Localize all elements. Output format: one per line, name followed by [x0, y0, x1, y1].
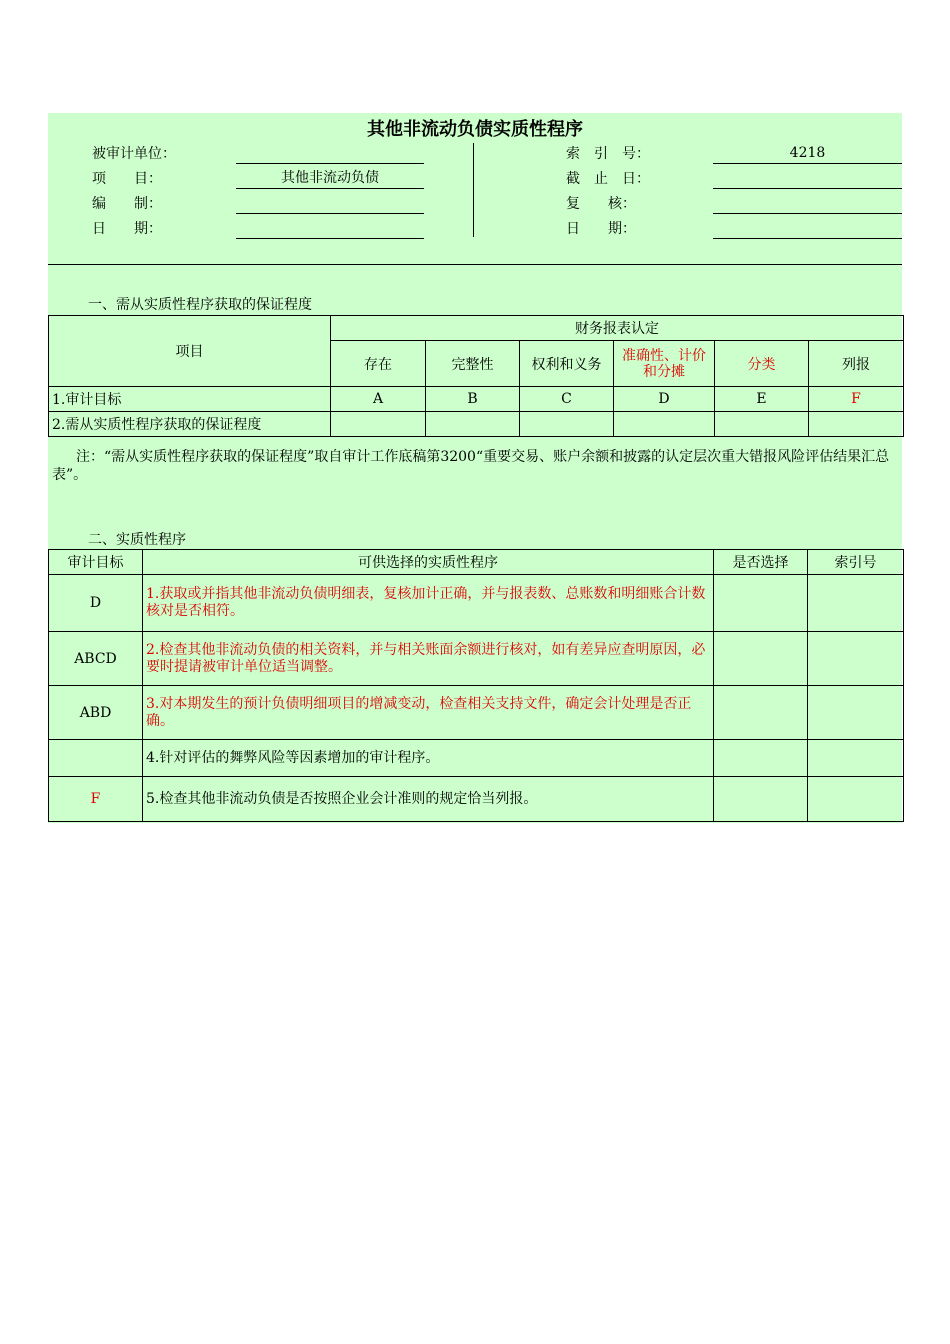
- section1-heading: 一、需从实质性程序获取的保证程度: [88, 297, 312, 313]
- header-field-cutoff[interactable]: [713, 168, 902, 189]
- cell-value: D: [614, 387, 715, 412]
- column-header-selected: 是否选择: [714, 550, 808, 575]
- header-field-client[interactable]: [236, 143, 424, 164]
- cell-value: A: [331, 387, 426, 412]
- input-cell[interactable]: [809, 412, 904, 437]
- objective-cell: D: [49, 575, 143, 632]
- assertions-group-header: 财务报表认定: [331, 316, 904, 341]
- procedure-cell: 5.检查其他非流动负债是否按照企业会计准则的规定恰当列报。: [143, 777, 714, 822]
- input-cell[interactable]: [520, 412, 614, 437]
- cell-value: E: [715, 387, 809, 412]
- table-row: [49, 575, 904, 632]
- assertion-valuation: 准确性、计价和分摊: [614, 341, 715, 387]
- procedure-cell: 3.对本期发生的预计负债明细项目的增减变动，检查相关支持文件，确定会计处理是否正确。: [143, 686, 714, 740]
- header-divider: [473, 143, 474, 237]
- procedure-cell: 1.获取或并指其他非流动负债明细表，复核加计正确，并与报表数、总账数和明细账合计数核对是否相符。: [143, 575, 714, 632]
- assertion-classification: 分类: [715, 341, 809, 387]
- table-row: [49, 740, 904, 777]
- header-label-cutoff: 截 止 日：: [566, 171, 650, 187]
- selected-cell[interactable]: [714, 740, 808, 777]
- cell-value: B: [426, 387, 520, 412]
- table-row: [49, 412, 904, 437]
- table-row: [49, 777, 904, 822]
- input-cell[interactable]: [715, 412, 809, 437]
- table-row: [49, 387, 904, 412]
- objective-cell: F: [49, 777, 143, 822]
- table-row: [49, 632, 904, 686]
- header-field-preparer[interactable]: [236, 193, 424, 214]
- header-label-client: 被审计单位：: [92, 146, 176, 162]
- selected-cell[interactable]: [714, 686, 808, 740]
- index-cell[interactable]: [808, 632, 904, 686]
- page-title: 其他非流动负债实质性程序: [367, 119, 583, 140]
- header-field-item[interactable]: 其他非流动负债: [236, 168, 424, 189]
- selected-cell[interactable]: [714, 575, 808, 632]
- column-header-index: 索引号: [808, 550, 904, 575]
- selected-cell[interactable]: [714, 632, 808, 686]
- objective-cell: [49, 740, 143, 777]
- assertion-presentation: 列报: [809, 341, 904, 387]
- input-cell[interactable]: [331, 412, 426, 437]
- procedure-cell: 2.检查其他非流动负债的相关资料，并与相关账面余额进行核对，如有差异应查明原因，必要时提请被审计单位适当调整。: [143, 632, 714, 686]
- index-cell[interactable]: [808, 777, 904, 822]
- procedures-table: [48, 549, 904, 822]
- cell-value: F: [809, 387, 904, 412]
- header-label-date: 日 期：: [92, 221, 162, 237]
- header-field-reviewer[interactable]: [713, 193, 902, 214]
- row-label: 2.需从实质性程序获取的保证程度: [49, 412, 331, 437]
- header-field-index[interactable]: 4218: [713, 143, 902, 164]
- index-cell[interactable]: [808, 740, 904, 777]
- header-label-index: 索 引 号：: [566, 146, 650, 162]
- section2-heading: 二、实质性程序: [88, 532, 186, 548]
- objective-cell: ABD: [49, 686, 143, 740]
- header-label-review-date: 日 期：: [566, 221, 636, 237]
- header-label-preparer: 编 制：: [92, 196, 162, 212]
- assertion-rights: 权利和义务: [520, 341, 614, 387]
- input-cell[interactable]: [426, 412, 520, 437]
- assertion-existence: 存在: [331, 341, 426, 387]
- input-cell[interactable]: [614, 412, 715, 437]
- row-label: 1.审计目标: [49, 387, 331, 412]
- index-cell[interactable]: [808, 575, 904, 632]
- objective-cell: ABCD: [49, 632, 143, 686]
- assertion-completeness: 完整性: [426, 341, 520, 387]
- column-header-procedure: 可供选择的实质性程序: [143, 550, 714, 575]
- selected-cell[interactable]: [714, 777, 808, 822]
- table-row: [49, 686, 904, 740]
- header-separator: [48, 264, 902, 265]
- header-field-date[interactable]: [236, 218, 424, 239]
- assurance-table: [48, 315, 904, 437]
- index-cell[interactable]: [808, 686, 904, 740]
- procedure-cell: 4.针对评估的舞弊风险等因素增加的审计程序。: [143, 740, 714, 777]
- column-header-objective: 审计目标: [49, 550, 143, 575]
- header-label-reviewer: 复 核：: [566, 196, 636, 212]
- header-field-review-date[interactable]: [713, 218, 902, 239]
- section1-note: 注：“需从实质性程序获取的保证程度”取自审计工作底稿第3200“重要交易、账户余额和披露的认定层次重大错报风险评估结果汇总表”。: [52, 449, 890, 483]
- cell-value: C: [520, 387, 614, 412]
- header-label-item: 项 目：: [92, 171, 162, 187]
- item-header: 项目: [49, 316, 331, 387]
